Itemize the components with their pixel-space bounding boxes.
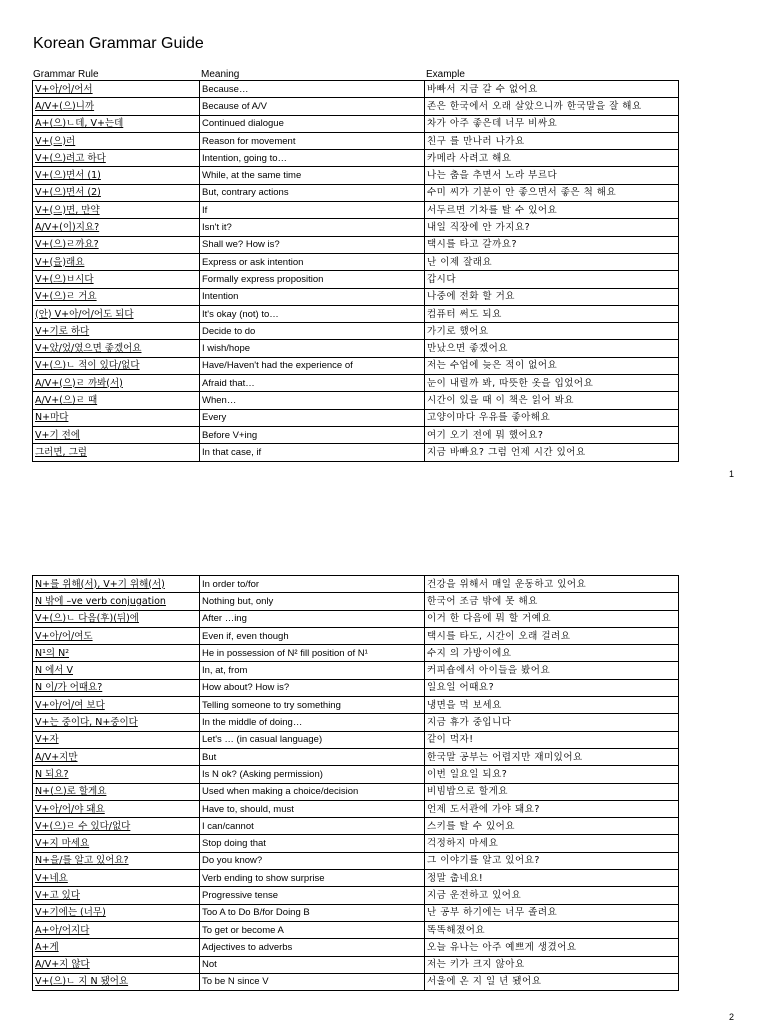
table-row [33, 697, 679, 714]
meaning-cell: Decide to do [200, 323, 425, 340]
grammar-rule-cell: A/V+(으)니까 [33, 98, 200, 115]
meaning-cell: I can/cannot [200, 818, 425, 835]
meaning-cell: Afraid that… [200, 375, 425, 392]
grammar-rule-cell: V+아/어/어서 [33, 81, 200, 98]
meaning-cell: Have/Haven't had the experience of [200, 357, 425, 374]
grammar-rule-cell: N¹의 N² [33, 645, 200, 662]
table-row [33, 818, 679, 835]
table-row [33, 375, 679, 392]
grammar-rule-cell: V+(으)ㅂ시다 [33, 271, 200, 288]
table-row [33, 184, 679, 201]
example-cell: 나는 춤을 추면서 노라 부르다 [425, 167, 679, 184]
meaning-cell: Intention, going to… [200, 150, 425, 167]
example-cell: 비빔밥으로 할게요 [425, 783, 679, 800]
meaning-cell: Even if, even though [200, 627, 425, 644]
example-cell: 택시를 타도, 시간이 오래 걸려요 [425, 627, 679, 644]
table-row [33, 870, 679, 887]
grammar-rule-cell: V+자 [33, 731, 200, 748]
meaning-cell: Reason for movement [200, 132, 425, 149]
example-cell: 저는 키가 크지 않아요 [425, 956, 679, 973]
meaning-cell: Progressive tense [200, 887, 425, 904]
example-cell: 만났으면 좋겠어요 [425, 340, 679, 357]
table-row [33, 645, 679, 662]
table-row [33, 323, 679, 340]
example-cell: 눈이 내릴까 봐, 따뜻한 옷을 입었어요 [425, 375, 679, 392]
table-row [33, 921, 679, 938]
grammar-rule-cell: V+아/어/여도 [33, 627, 200, 644]
table-row [33, 81, 679, 98]
meaning-cell: Verb ending to show surprise [200, 870, 425, 887]
meaning-cell: It's okay (not) to… [200, 305, 425, 322]
table-row [33, 679, 679, 696]
example-cell: 저는 수업에 늦은 적이 없어요 [425, 357, 679, 374]
grammar-rule-cell: V+(으)ㄹ까요? [33, 236, 200, 253]
table-row [33, 444, 679, 461]
table-row [33, 835, 679, 852]
grammar-rule-cell: V+기로 하다 [33, 323, 200, 340]
example-cell: 존은 한국에서 오래 살았으니까 한국말을 잘 해요 [425, 98, 679, 115]
example-cell: 바빠서 지금 갈 수 없어요 [425, 81, 679, 98]
example-cell: 오늘 유나는 아주 예쁘게 생겼어요 [425, 939, 679, 956]
table-row [33, 576, 679, 593]
example-cell: 한국말 공부는 어렵지만 재미있어요 [425, 748, 679, 765]
example-cell: 카메라 사려고 해요 [425, 150, 679, 167]
meaning-cell: Telling someone to try something [200, 697, 425, 714]
table-row [33, 610, 679, 627]
grammar-rule-cell: A/V+지만 [33, 748, 200, 765]
example-cell: 고양이마다 우유를 좋아해요 [425, 409, 679, 426]
example-cell: 냉면을 먹 보세요 [425, 697, 679, 714]
table-row [33, 887, 679, 904]
example-cell: 컴퓨터 써도 되요 [425, 305, 679, 322]
grammar-rule-cell: N+(으)로 할게요 [33, 783, 200, 800]
grammar-rule-cell: V+(으)면서 (2) [33, 184, 200, 201]
grammar-rule-cell: A/V+(이)지요? [33, 219, 200, 236]
example-cell: 건강을 위해서 매일 운동하고 있어요 [425, 576, 679, 593]
table-row [33, 852, 679, 869]
grammar-rule-cell: A+게 [33, 939, 200, 956]
grammar-rule-cell: 그러면, 그럼 [33, 444, 200, 461]
grammar-rule-cell: V+(으)ㄹ 거요 [33, 288, 200, 305]
table-row [33, 748, 679, 765]
grammar-rule-cell: A/V+지 않다 [33, 956, 200, 973]
grammar-rule-cell: N+을/를 알고 있어요? [33, 852, 200, 869]
table-row [33, 115, 679, 132]
table-row [33, 357, 679, 374]
example-cell: 차가 아주 좋은데 너무 비싸요 [425, 115, 679, 132]
table-row [33, 731, 679, 748]
example-cell: 정말 춥네요! [425, 870, 679, 887]
table-row [33, 340, 679, 357]
table-row [33, 253, 679, 270]
meaning-cell: If [200, 202, 425, 219]
example-cell: 여기 오기 전에 뭐 했어요? [425, 426, 679, 443]
grammar-rule-cell: N 에서 V [33, 662, 200, 679]
meaning-cell: Let's … (in casual language) [200, 731, 425, 748]
table-row [33, 392, 679, 409]
meaning-cell: To be N since V [200, 973, 425, 990]
table-row [33, 98, 679, 115]
grammar-table-page-2 [32, 575, 679, 991]
table-row [33, 662, 679, 679]
meaning-cell: To get or become A [200, 921, 425, 938]
meaning-cell: Do you know? [200, 852, 425, 869]
grammar-rule-cell: V+(으)면, 만약 [33, 202, 200, 219]
example-cell: 걱정하지 마세요 [425, 835, 679, 852]
grammar-rule-cell: N 이/가 어때요? [33, 679, 200, 696]
grammar-rule-cell: V+아/어/야 돼요 [33, 800, 200, 817]
grammar-rule-cell: V+는 중이다, N+중이다 [33, 714, 200, 731]
grammar-rule-cell: V+(으)려고 하다 [33, 150, 200, 167]
grammar-rule-cell: V+(을)래요 [33, 253, 200, 270]
table-row [33, 956, 679, 973]
example-cell: 같이 먹자! [425, 731, 679, 748]
table-row [33, 167, 679, 184]
meaning-cell: Formally express proposition [200, 271, 425, 288]
header-example: Example [426, 69, 465, 80]
meaning-cell: Nothing but, only [200, 593, 425, 610]
grammar-rule-cell: V+(으)ㄴ 적이 있다/없다 [33, 357, 200, 374]
meaning-cell: Intention [200, 288, 425, 305]
grammar-table-page-1 [32, 80, 679, 462]
table-row [33, 202, 679, 219]
meaning-cell: Before V+ing [200, 426, 425, 443]
example-cell: 내일 직장에 안 가지요? [425, 219, 679, 236]
example-cell: 서울에 온 지 일 년 됐어요 [425, 973, 679, 990]
meaning-cell: Express or ask intention [200, 253, 425, 270]
table-row [33, 305, 679, 322]
meaning-cell: Too A to Do B/for Doing B [200, 904, 425, 921]
grammar-rule-cell: V+네요 [33, 870, 200, 887]
table-row [33, 973, 679, 990]
grammar-rule-cell: A/V+(으)ㄹ 때 [33, 392, 200, 409]
example-cell: 한국어 조금 밖에 못 해요 [425, 593, 679, 610]
meaning-cell: Isn't it? [200, 219, 425, 236]
grammar-rule-cell: N 밖에 –ve verb conjugation [33, 593, 200, 610]
header-meaning: Meaning [201, 69, 240, 80]
example-cell: 시간이 있을 때 이 책은 읽어 봐요 [425, 392, 679, 409]
grammar-rule-cell: V+(으)러 [33, 132, 200, 149]
example-cell: 이번 일요일 되요? [425, 766, 679, 783]
grammar-rule-cell: A+(으)ㄴ데, V+는데 [33, 115, 200, 132]
table-row [33, 271, 679, 288]
example-cell: 지금 휴가 중입니다 [425, 714, 679, 731]
table-row [33, 627, 679, 644]
meaning-cell: But, contrary actions [200, 184, 425, 201]
meaning-cell: But [200, 748, 425, 765]
table-row [33, 409, 679, 426]
table-row [33, 783, 679, 800]
meaning-cell: I wish/hope [200, 340, 425, 357]
example-cell: 지금 운전하고 있어요 [425, 887, 679, 904]
grammar-rule-cell: A/V+(으)ㄹ 까봐(서) [33, 375, 200, 392]
table-row [33, 219, 679, 236]
grammar-rule-cell: V+기 전에 [33, 426, 200, 443]
table-row [33, 766, 679, 783]
grammar-rule-cell: V+(으)ㄴ 지 N 됐어요 [33, 973, 200, 990]
example-cell: 나중에 전화 할 거요 [425, 288, 679, 305]
example-cell: 지금 바빠요? 그럼 언제 시간 있어요 [425, 444, 679, 461]
meaning-cell: Stop doing that [200, 835, 425, 852]
table-row [33, 904, 679, 921]
grammar-rule-cell: V+지 마세요 [33, 835, 200, 852]
meaning-cell: In order to/for [200, 576, 425, 593]
meaning-cell: Not [200, 956, 425, 973]
table-row [33, 714, 679, 731]
example-cell: 친구 를 만나러 나가요 [425, 132, 679, 149]
meaning-cell: Shall we? How is? [200, 236, 425, 253]
table-row [33, 236, 679, 253]
meaning-cell: Adjectives to adverbs [200, 939, 425, 956]
example-cell: 수지 의 가방이에요 [425, 645, 679, 662]
meaning-cell: In the middle of doing… [200, 714, 425, 731]
example-cell: 가기로 했어요 [425, 323, 679, 340]
meaning-cell: Because… [200, 81, 425, 98]
page-number-1: 1 [729, 469, 735, 479]
meaning-cell: Continued dialogue [200, 115, 425, 132]
meaning-cell: In, at, from [200, 662, 425, 679]
grammar-rule-cell: N 되요? [33, 766, 200, 783]
meaning-cell: Used when making a choice/decision [200, 783, 425, 800]
meaning-cell: Every [200, 409, 425, 426]
page-number-2: 2 [729, 1012, 735, 1022]
meaning-cell: He in possession of N² fill position of N¹ [200, 645, 425, 662]
example-cell: 언제 도서관에 가야 돼요? [425, 800, 679, 817]
example-cell: 똑똑해졌어요 [425, 921, 679, 938]
meaning-cell: While, at the same time [200, 167, 425, 184]
grammar-rule-cell: N+를 위해(서), V+기 위해(서) [33, 576, 200, 593]
example-cell: 택시를 타고 갈까요? [425, 236, 679, 253]
meaning-cell: How about? How is? [200, 679, 425, 696]
example-cell: 갑시다 [425, 271, 679, 288]
meaning-cell: Have to, should, must [200, 800, 425, 817]
example-cell: 난 공부 하기에는 너무 졸려요 [425, 904, 679, 921]
grammar-rule-cell: V+았/었/였으면 좋겠어요 [33, 340, 200, 357]
header-grammar-rule: Grammar Rule [33, 69, 99, 80]
grammar-rule-cell: V+(으)ㄴ 다음(후)(뒤)에 [33, 610, 200, 627]
table-row [33, 593, 679, 610]
grammar-rule-cell: V+아/어/여 보다 [33, 697, 200, 714]
example-cell: 스키를 탈 수 있어요 [425, 818, 679, 835]
grammar-rule-cell: V+(으)면서 (1) [33, 167, 200, 184]
table-row [33, 288, 679, 305]
meaning-cell: When… [200, 392, 425, 409]
example-cell: 수미 씨가 기분이 안 좋으면서 좋은 척 해요 [425, 184, 679, 201]
example-cell: 일요일 어때요? [425, 679, 679, 696]
example-cell: 이거 한 다음에 뭐 할 거예요 [425, 610, 679, 627]
meaning-cell: Because of A/V [200, 98, 425, 115]
document-title: Korean Grammar Guide [33, 35, 204, 52]
table-row [33, 150, 679, 167]
example-cell: 커피숍에서 아이들을 봤어요 [425, 662, 679, 679]
grammar-rule-cell: (안) V+아/어/어도 되다 [33, 305, 200, 322]
grammar-rule-cell: A+아/어지다 [33, 921, 200, 938]
example-cell: 서두르면 기차를 탈 수 있어요 [425, 202, 679, 219]
grammar-rule-cell: V+고 있다 [33, 887, 200, 904]
table-row [33, 426, 679, 443]
table-row [33, 800, 679, 817]
table-row [33, 132, 679, 149]
meaning-cell: In that case, if [200, 444, 425, 461]
meaning-cell: After …ing [200, 610, 425, 627]
table-row [33, 939, 679, 956]
grammar-rule-cell: V+기에는 (너무) [33, 904, 200, 921]
grammar-rule-cell: V+(으)ㄹ 수 있다/없다 [33, 818, 200, 835]
example-cell: 난 이제 잘래요 [425, 253, 679, 270]
example-cell: 그 이야기를 알고 있어요? [425, 852, 679, 869]
grammar-rule-cell: N+마다 [33, 409, 200, 426]
meaning-cell: Is N ok? (Asking permission) [200, 766, 425, 783]
